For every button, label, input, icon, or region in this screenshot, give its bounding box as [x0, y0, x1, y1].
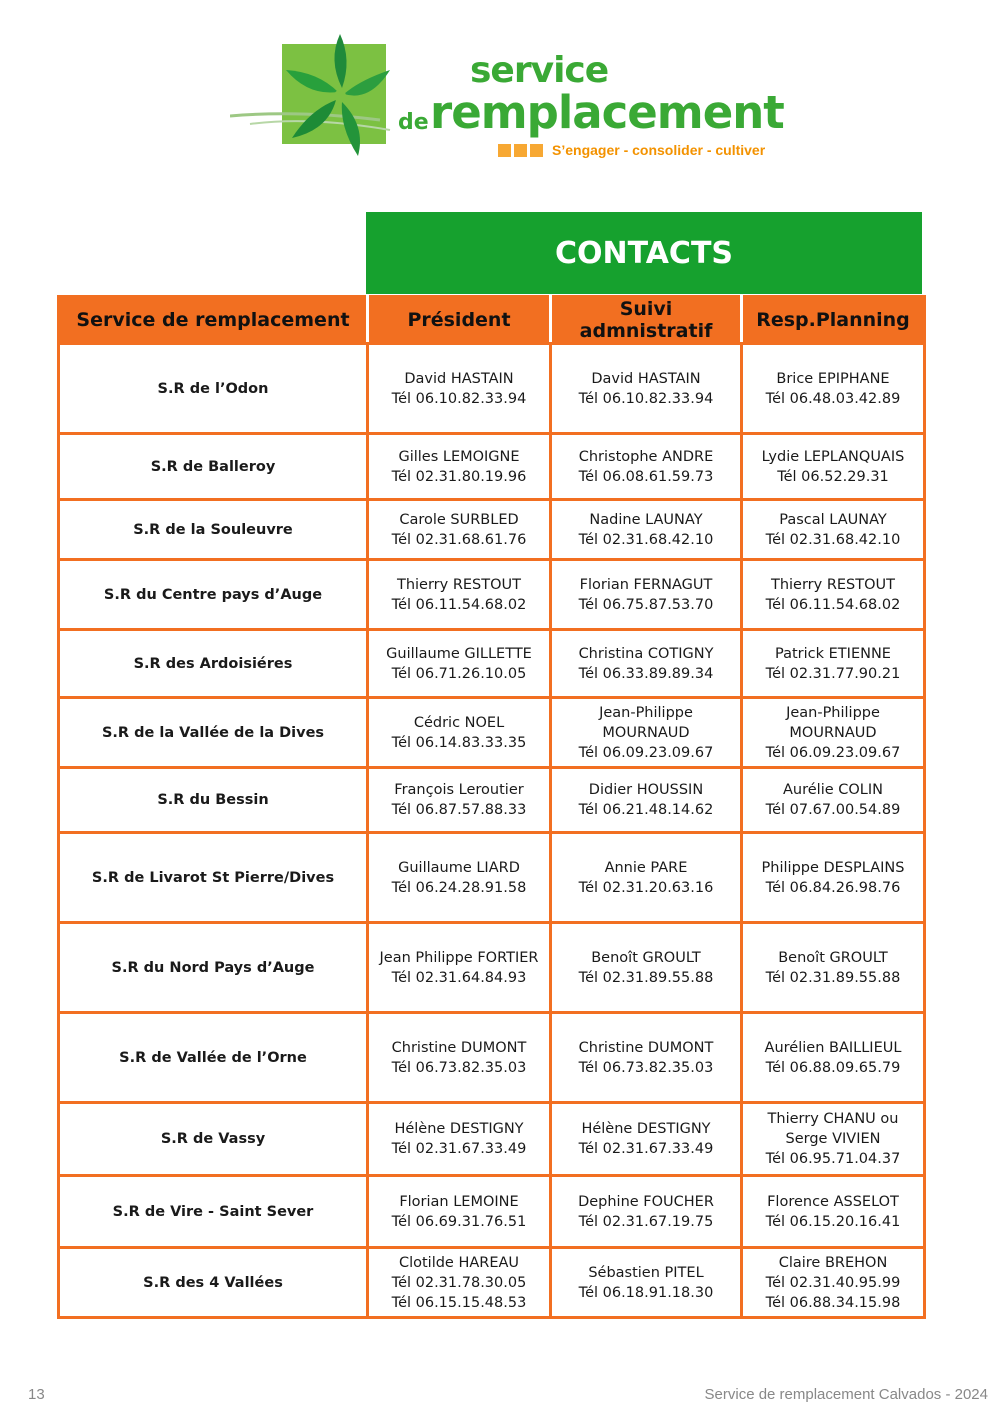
planning-contact-line: Tél 06.88.34.15.98 — [765, 1294, 901, 1311]
planning-contact-line: Jean-Philippe — [786, 704, 880, 721]
suivi-cell — [551, 344, 742, 434]
contacts-table — [57, 295, 926, 1319]
president-cell — [368, 1103, 551, 1176]
planning-contact-line: MOURNAUD — [789, 724, 877, 741]
planning-contact-line: Tél 06.48.03.42.89 — [765, 390, 901, 407]
suivi-cell — [551, 434, 742, 500]
suivi-contact-line: Benoît GROULT — [591, 949, 701, 966]
president-contact-line: Christine DUMONT — [391, 1039, 527, 1056]
suivi-contact-line: Tél 02.31.67.33.49 — [578, 1141, 714, 1157]
planning-contact-line: Philippe DESPLAINS — [761, 859, 905, 876]
planning-cell — [742, 768, 925, 833]
service-name-cell: S.R du Bessin — [59, 768, 368, 833]
planning-contact-line: Florence ASSELOT — [767, 1193, 899, 1210]
service-name-cell: S.R des 4 Vallées — [59, 1248, 368, 1318]
service-name-cell: S.R de Vire - Saint Sever — [59, 1176, 368, 1248]
service-name-cell: S.R du Centre pays d’Auge — [59, 560, 368, 630]
president-contact-line: Cédric NOEL — [413, 714, 505, 731]
planning-contact-line: Thierry RESTOUT — [770, 576, 896, 593]
planning-contact-line: Tél 07.67.00.54.89 — [765, 802, 901, 818]
president-contact-line: Florian LEMOINE — [399, 1193, 519, 1210]
suivi-contact-line: Tél 06.09.23.09.67 — [578, 744, 714, 761]
president-contact-line: Guillaume GILLETTE — [386, 645, 532, 662]
president-cell — [368, 560, 551, 630]
president-contact-line: Gilles LEMOIGNE — [398, 448, 520, 465]
president-cell — [368, 434, 551, 500]
planning-contact-line: Patrick ETIENNE — [775, 645, 891, 662]
planning-cell — [742, 1103, 925, 1176]
president-cell — [368, 698, 551, 768]
suivi-contact-line: Sébastien PITEL — [588, 1264, 704, 1281]
president-contact-line: Tél 06.69.31.76.51 — [391, 1213, 527, 1230]
president-contact-line: David HASTAIN — [404, 370, 514, 387]
president-contact-line: Tél 02.31.64.84.93 — [391, 969, 527, 986]
square-icon — [514, 144, 527, 157]
planning-contact-line: Aurélien BAILLIEUL — [764, 1039, 902, 1056]
column-header-president: Président — [368, 297, 551, 344]
planning-contact-line: Tél 02.31.68.42.10 — [765, 531, 901, 548]
table-body — [59, 344, 925, 1318]
president-contact-line: Jean Philippe FORTIER — [379, 949, 539, 966]
president-contact-line: Tél 06.71.26.10.05 — [391, 665, 527, 682]
planning-contact-line: Lydie LEPLANQUAIS — [761, 448, 905, 465]
suivi-contact-line: Tél 06.75.87.53.70 — [578, 596, 714, 613]
president-cell — [368, 500, 551, 560]
president-contact-line: Thierry RESTOUT — [396, 576, 522, 593]
suivi-cell — [551, 923, 742, 1013]
planning-contact-line: Tél 06.11.54.68.02 — [765, 596, 901, 613]
square-icon — [530, 144, 543, 157]
service-name-cell: S.R des Ardoisiéres — [59, 630, 368, 698]
president-contact-line: Tél 06.73.82.35.03 — [391, 1059, 527, 1076]
planning-contact-line: Tél 06.15.20.16.41 — [765, 1213, 901, 1230]
suivi-contact-line: Christina COTIGNY — [578, 645, 714, 662]
president-contact-line: Tél 06.24.28.91.58 — [391, 879, 527, 896]
service-name-cell: S.R de Vallée de l’Orne — [59, 1013, 368, 1103]
suivi-cell — [551, 500, 742, 560]
planning-cell — [742, 500, 925, 560]
suivi-contact-line: Tél 06.21.48.14.62 — [578, 802, 714, 818]
planning-contact-line: Tél 02.31.77.90.21 — [765, 665, 901, 682]
planning-contact-line: Tél 02.31.89.55.88 — [765, 969, 901, 986]
planning-cell — [742, 630, 925, 698]
president-contact-line: François Leroutier — [394, 782, 524, 798]
table-row — [59, 1103, 925, 1176]
square-icon — [498, 144, 511, 157]
table-row — [59, 923, 925, 1013]
flower-logo-icon — [230, 30, 430, 170]
planning-cell — [742, 560, 925, 630]
service-name-cell: S.R de Balleroy — [59, 434, 368, 500]
column-header-planning: Resp.Planning — [742, 297, 925, 344]
suivi-cell — [551, 833, 742, 923]
table-row — [59, 768, 925, 833]
planning-contact-line: Claire BREHON — [778, 1254, 888, 1271]
table-row — [59, 344, 925, 434]
president-contact-line: Hélène DESTIGNY — [394, 1121, 524, 1137]
service-name-cell: S.R de la Souleuvre — [59, 500, 368, 560]
president-cell — [368, 1176, 551, 1248]
president-cell — [368, 833, 551, 923]
president-contact-line: Tél 06.87.57.88.33 — [391, 802, 527, 818]
suivi-contact-line: Didier HOUSSIN — [588, 782, 704, 798]
planning-cell — [742, 1248, 925, 1318]
table-row — [59, 698, 925, 768]
planning-cell — [742, 344, 925, 434]
president-cell — [368, 923, 551, 1013]
footer-title: Service de remplacement Calvados - 2024 — [704, 1386, 988, 1403]
service-name-cell: S.R de Vassy — [59, 1103, 368, 1176]
suivi-contact-line: Florian FERNAGUT — [579, 576, 713, 593]
suivi-contact-line: Christine DUMONT — [578, 1039, 714, 1056]
logo — [230, 30, 790, 170]
column-header-service: Service de remplacement — [59, 297, 368, 344]
president-cell — [368, 1248, 551, 1318]
logo-tagline — [498, 142, 765, 158]
planning-contact-line: Pascal LAUNAY — [779, 511, 887, 528]
planning-contact-line: Tél 06.52.29.31 — [777, 468, 889, 485]
suivi-contact-line: Dephine FOUCHER — [578, 1193, 714, 1210]
president-cell — [368, 768, 551, 833]
table-row — [59, 1248, 925, 1318]
tagline-text: S’engager - consolider - cultiver — [552, 142, 766, 158]
suivi-contact-line: David HASTAIN — [591, 370, 701, 387]
suivi-cell — [551, 560, 742, 630]
service-name-cell: S.R de l’Odon — [59, 344, 368, 434]
planning-cell — [742, 698, 925, 768]
planning-contact-line: Aurélie COLIN — [783, 782, 883, 798]
suivi-cell — [551, 630, 742, 698]
suivi-cell — [551, 698, 742, 768]
president-contact-line: Tél 02.31.80.19.96 — [391, 468, 527, 485]
suivi-contact-line: Annie PARE — [604, 859, 688, 876]
planning-contact-line: Tél 06.88.09.65.79 — [765, 1059, 901, 1076]
table-row — [59, 833, 925, 923]
table-row — [59, 1176, 925, 1248]
service-name-cell: S.R de Livarot St Pierre/Dives — [59, 833, 368, 923]
planning-contact-line: Serge VIVIEN — [785, 1131, 881, 1147]
table-row — [59, 1013, 925, 1103]
service-name-cell: S.R de la Vallée de la Dives — [59, 698, 368, 768]
table-row — [59, 500, 925, 560]
president-contact-line: Carole SURBLED — [399, 511, 519, 528]
service-name-cell: S.R du Nord Pays d’Auge — [59, 923, 368, 1013]
suivi-contact-line: Christophe ANDRE — [578, 448, 714, 465]
planning-contact-line: Brice EPIPHANE — [776, 370, 890, 387]
suivi-cell — [551, 1176, 742, 1248]
president-contact-line: Tél 02.31.67.33.49 — [391, 1141, 527, 1157]
planning-contact-line: Tél 02.31.40.95.99 — [765, 1274, 901, 1291]
president-contact-line: Guillaume LIARD — [398, 859, 520, 876]
suivi-contact-line: Jean-Philippe — [599, 704, 693, 721]
suivi-contact-line: Tél 02.31.89.55.88 — [578, 969, 714, 986]
president-contact-line: Tél 02.31.68.61.76 — [391, 531, 527, 548]
contacts-title: CONTACTS — [366, 212, 922, 294]
column-header-suivi: Suivi admnistratif — [551, 297, 742, 344]
president-cell — [368, 344, 551, 434]
logo-service-text: service — [470, 50, 609, 91]
suivi-contact-line: Tél 06.18.91.18.30 — [578, 1284, 714, 1301]
planning-contact-line: Tél 06.84.26.98.76 — [765, 879, 901, 896]
planning-contact-line: Tél 06.95.71.04.37 — [765, 1151, 901, 1167]
president-contact-line: Tél 06.15.15.48.53 — [391, 1294, 527, 1311]
table-row — [59, 560, 925, 630]
logo-de-text: de — [398, 110, 429, 135]
president-contact-line: Tél 06.10.82.33.94 — [391, 390, 527, 407]
suivi-cell — [551, 768, 742, 833]
suivi-contact-line: Nadine LAUNAY — [589, 511, 703, 528]
suivi-contact-line: Tél 06.08.61.59.73 — [578, 468, 714, 485]
suivi-contact-line: Tél 02.31.67.19.75 — [578, 1213, 714, 1230]
suivi-cell — [551, 1103, 742, 1176]
table-row — [59, 630, 925, 698]
planning-cell — [742, 434, 925, 500]
suivi-contact-line: Hélène DESTIGNY — [581, 1121, 711, 1137]
suivi-cell — [551, 1013, 742, 1103]
table-header-row — [59, 297, 925, 344]
suivi-contact-line: Tél 06.73.82.35.03 — [578, 1059, 714, 1076]
suivi-contact-line: Tél 02.31.68.42.10 — [578, 531, 714, 548]
planning-contact-line: Thierry CHANU ou — [767, 1111, 899, 1127]
president-contact-line: Tél 02.31.78.30.05 — [391, 1274, 527, 1291]
page-number: 13 — [28, 1386, 45, 1403]
suivi-contact-line: Tél 06.10.82.33.94 — [578, 390, 714, 407]
planning-cell — [742, 923, 925, 1013]
president-cell — [368, 1013, 551, 1103]
table-row — [59, 434, 925, 500]
president-contact-line: Tél 06.11.54.68.02 — [391, 596, 527, 613]
suivi-contact-line: Tél 06.33.89.89.34 — [578, 665, 714, 682]
planning-cell — [742, 833, 925, 923]
president-cell — [368, 630, 551, 698]
president-contact-line: Tél 06.14.83.33.35 — [391, 734, 527, 751]
planning-cell — [742, 1176, 925, 1248]
planning-contact-line: Benoît GROULT — [778, 949, 888, 966]
suivi-cell — [551, 1248, 742, 1318]
suivi-contact-line: MOURNAUD — [602, 724, 690, 741]
president-contact-line: Clotilde HAREAU — [398, 1254, 520, 1271]
logo-remplacement-text: remplacement — [430, 86, 784, 139]
planning-cell — [742, 1013, 925, 1103]
planning-contact-line: Tél 06.09.23.09.67 — [765, 744, 901, 761]
suivi-contact-line: Tél 02.31.20.63.16 — [578, 879, 714, 896]
